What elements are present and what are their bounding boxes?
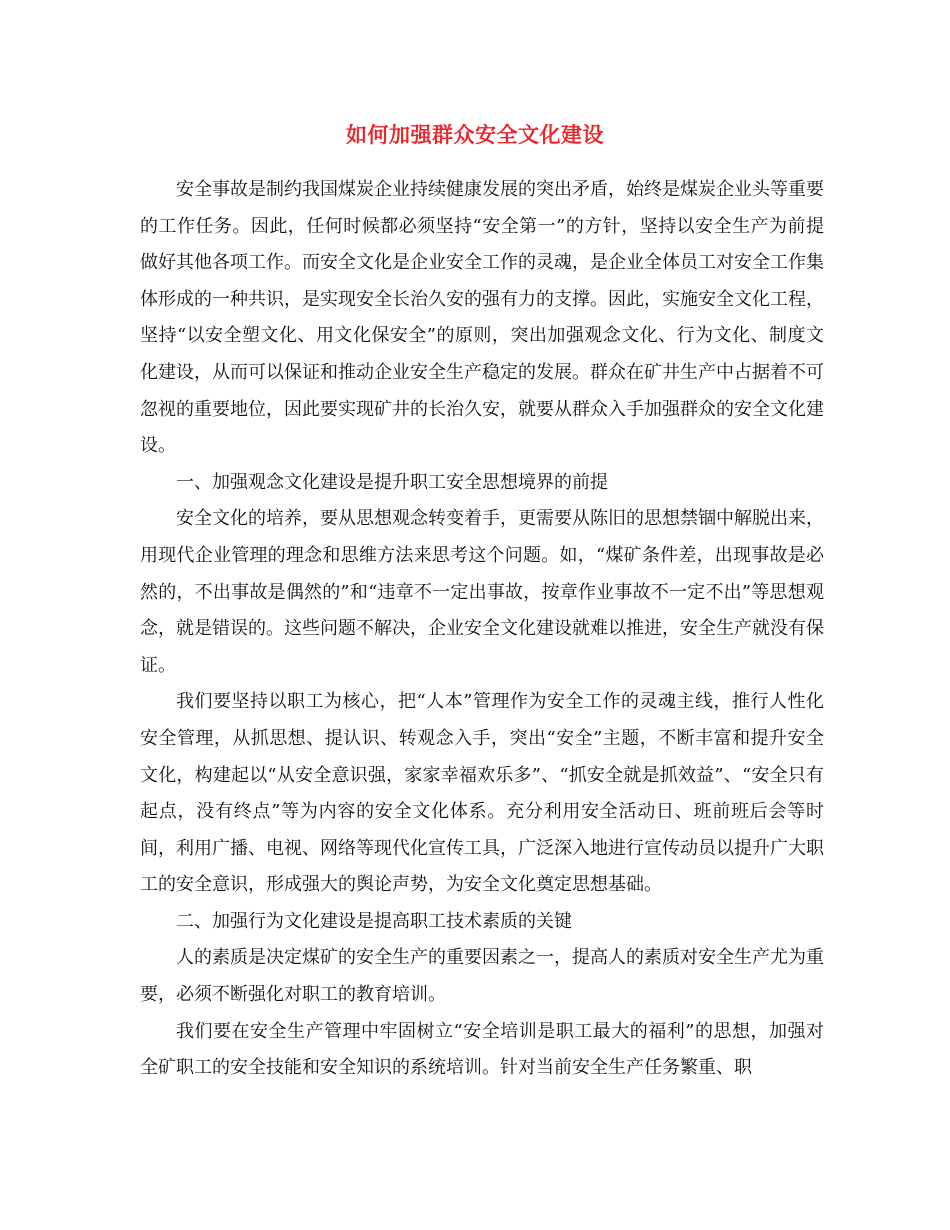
paragraph: 安全文化的培养，要从思想观念转变着手，更需要从陈旧的思想禁锢中解脱出来，用现代企业管理的理念和思维方法来思考这个问题。如，“煤矿条件差，出现事故是必然的，不出事故是偶然的”和“违章不一定出事故，按章作业事故不一定不出”等思想观念，就是错误的。这些问题不解决，企业安全文化建设就难以推进，安全生产就没有保证。 xyxy=(140,508,824,676)
section-heading-2: 二、加强行为文化建设是提高职工技术素质的关键 xyxy=(176,910,572,932)
paragraph: 我们要在安全生产管理中牢固树立“安全培训是职工最大的福利”的思想，加强对全矿职工的安全技能和安全知识的系统培训。针对当前安全生产任务繁重、职 xyxy=(140,1020,824,1079)
document-body xyxy=(140,172,824,1087)
paragraph: 人的素质是决定煤矿的安全生产的重要因素之一，提高人的素质对安全生产尤为重要，必须不断强化对职工的教育培训。 xyxy=(140,947,824,1006)
section-heading-1: 一、加强观念文化建设是提升职工安全思想境界的前提 xyxy=(176,471,608,493)
document-title: 如何加强群众安全文化建设 xyxy=(346,122,604,147)
paragraph: 我们要坚持以职工为核心，把“人本”管理作为安全工作的灵魂主线，推行人性化安全管理，从抓思想、提认识、转观念入手，突出“安全”主题，不断丰富和提升安全文化，构建起以“从安全意识强，家家幸福欢乐多”、“抓安全就是抓效益”、“安全只有起点，没有终点”等为内容的安全文化体系。充分利用安全活动日、班前班后会等时间，利用广播、电视、网络等现代化宣传工具，广泛深入地进行宣传动员以提升广大职工的安全意识，形成强大的舆论声势，为安全文化奠定思想基础。 xyxy=(140,691,824,896)
paragraph-intro: 安全事故是制约我国煤炭企业持续健康发展的突出矛盾，始终是煤炭企业头等重要的工作任务。因此，任何时候都必须坚持“安全第一”的方针，坚持以安全生产为前提做好其他各项工作。而安全文化是企业安全工作的灵魂，是企业全体员工对安全工作集体形成的一种共识，是实现安全长治久安的强有力的支撑。因此，实施安全文化工程，坚持“以安全塑文化、用文化保安全”的原则，突出加强观念文化、行为文化、制度文化建设，从而可以保证和推动企业安全生产稳定的发展。群众在矿井生产中占据着不可忽视的重要地位，因此要实现矿井的长治久安，就要从群众入手加强群众的安全文化建设。 xyxy=(140,179,824,457)
